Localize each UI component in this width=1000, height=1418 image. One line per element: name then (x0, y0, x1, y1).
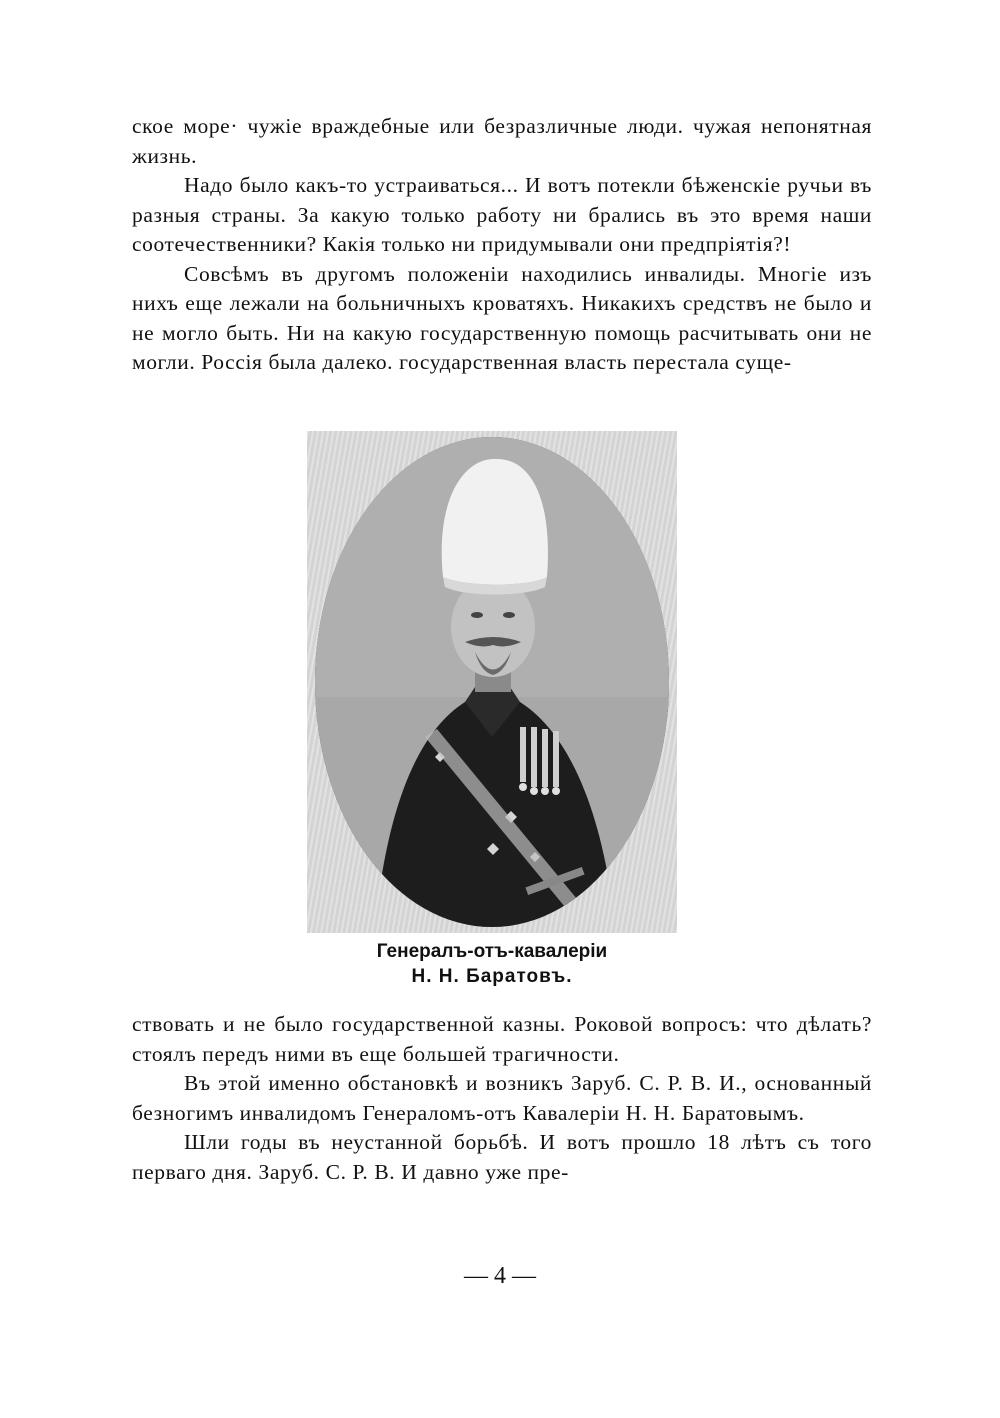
photo-caption-name: Н. Н. Баратовъ. (411, 966, 573, 987)
paragraph: Въ этой именно обстановкѣ и возникъ Заруб. С. Р. В. И., основанный безногимъ инвалидомъ Генераломъ-отъ Кавалеріи Н. Н. Баратовымъ. (132, 1071, 872, 1125)
portrait-photo (307, 431, 677, 933)
paragraph: Надо было какъ-то устраиваться... И вотъ потекли бѣженскіе ручьи въ разныя страны. За какую только работу ни брались въ это время наши соотечественники? Какія только ни придумывали они предпріятія?! (132, 173, 872, 256)
paragraph: Совсѣмъ въ другомъ положеніи находились инвалиды. Многіе изъ нихъ еще лежали на больничныхъ кроватяхъ. Никакихъ средствъ не было и не могло быть. Ни на какую государственную помощь расчитывать они не могли. Россія была далеко. государственная власть перестала суще- (132, 261, 872, 374)
paragraph: Шли годы въ неустанной борьбѣ. И вотъ прошло 18 лѣтъ съ того перваго дня. Заруб. С. Р. В. И давно уже пре- (132, 1130, 872, 1184)
portrait-oval (315, 437, 669, 927)
paragraph: ствовать и не было государственной казны. Роковой вопросъ: что дѣлать? стоялъ передъ ними въ еще большей трагичности. (132, 1012, 872, 1066)
text-block-bottom (132, 1010, 872, 1187)
text-block-top (132, 112, 872, 378)
portrait-figure (315, 437, 669, 927)
photo-caption-title: Генералъ-отъ-кавалеріи (376, 941, 608, 962)
page-number: — 4 — (464, 1263, 536, 1289)
paragraph: ское море· чужіе враждебные или безразличные люди. чужая непонятная жизнь. (132, 114, 872, 168)
